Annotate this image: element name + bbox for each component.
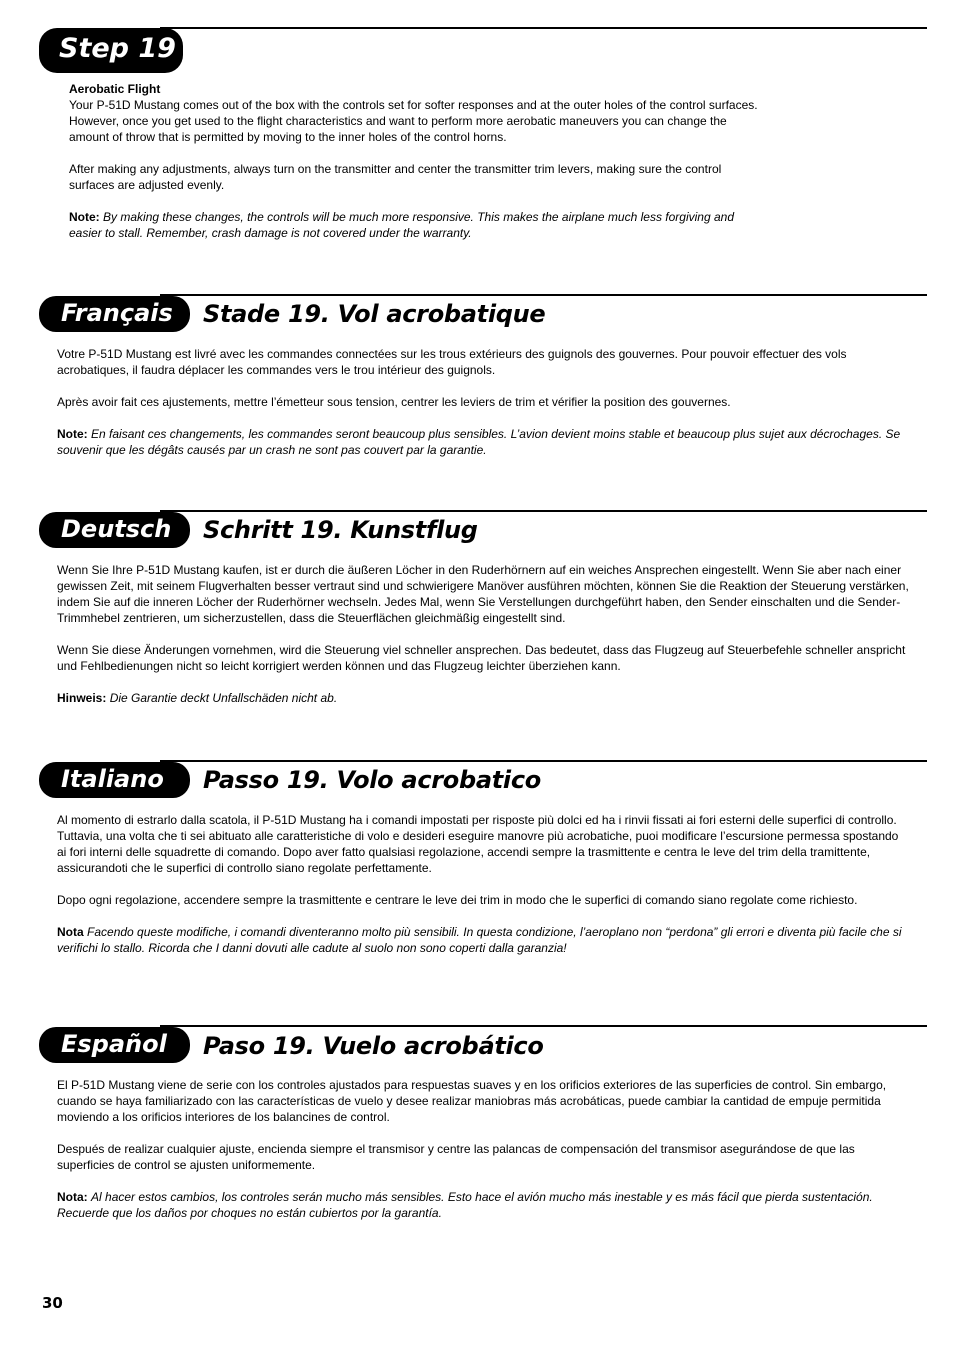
- espanol-badge: [39, 1027, 190, 1063]
- step-body: [69, 81, 769, 241]
- espanol-language: Español: [61, 1030, 167, 1058]
- deutsch-body: [57, 562, 913, 706]
- deutsch-rule: [160, 510, 927, 512]
- italiano-body: [57, 812, 907, 956]
- deutsch-note-label: Hinweis:: [57, 691, 107, 705]
- deutsch-language: Deutsch: [61, 515, 172, 543]
- italiano-note-label: Nota: [57, 925, 84, 939]
- espanol-note: [57, 1189, 907, 1221]
- step-note-text: By making these changes, the controls will be much more responsive. This makes the airplane much less forgiving and easier to stall. Remember, crash damage is not covered under the warranty.: [69, 210, 734, 240]
- francais-paragraph-2: Après avoir fait ces ajustements, mettre l’émetteur sous tension, centrer les leviers de trim et vérifier la position des gouvernes.: [57, 395, 731, 409]
- top-rule: [160, 27, 927, 29]
- deutsch-note-text: Die Garantie deckt Unfallschäden nicht ab.: [109, 691, 338, 705]
- francais-note-label: Note:: [57, 427, 88, 441]
- francais-language: Français: [61, 299, 173, 327]
- espanol-note-label: Nota:: [57, 1190, 88, 1204]
- italiano-note-text: Facendo queste modifiche, i comandi diventeranno molto più sensibili. In questa condizione, l’aeroplano non “perdona” gli errori e diventa più facile che si verifichi lo stallo. Ricorda che I danni dovuti alle cadute al suolo non sono coperti dalla garanzia!: [57, 925, 902, 955]
- step-badge: [39, 28, 183, 73]
- step-paragraph-2: After making any adjustments, always turn on the transmitter and center the transmitter trim levers, making sure the control surfaces are adjusted evenly.: [69, 162, 722, 192]
- italiano-paragraph-1: Al momento di estrarlo dalla scatola, il P-51D Mustang ha i comandi impostati per risposte più dolci ed ha i rinvii fissati ai fori esterni delle superfici di controllo. Tuttavia, una volta che ti sei abituato alle caratteristiche di volo e desideri eseguire manovre più acrobatiche, puoi modificare l’escursione permessa spostando ai fori interni delle squadrette di comando. Dopo aver fatto qualsiasi regolazione, accendi sempre la trasmittente e centra le leve del trim della tramittente, assicurandoti che le superfici di controllo siano regolate perfettamente.: [57, 813, 899, 875]
- espanol-note-text: Al hacer estos cambios, los controles serán mucho más sensibles. Esto hace el avión mucho más inestable y es más fácil que pierda sustentación. Recuerde que los daños por choques no están cubiertos por la garantía.: [57, 1190, 873, 1220]
- francais-note: [57, 426, 907, 458]
- italiano-badge: [39, 762, 190, 798]
- italiano-rule: [160, 760, 927, 762]
- page-number: 30: [42, 1294, 63, 1312]
- italiano-paragraph-2: Dopo ogni regolazione, accendere sempre la trasmittente e centrare le leve dei trim in modo che le superfici di comando siano regolate come richiesto.: [57, 893, 858, 907]
- espanol-body: [57, 1077, 907, 1221]
- francais-paragraph-1: Votre P-51D Mustang est livré avec les commandes connectées sur les trous extérieurs des guignols des gouvernes. Pour pouvoir effectuer des vols acrobatiques, il faudra déplacer les commandes vers le trou intérieur des guignols.: [57, 347, 847, 377]
- step-paragraph-1: Your P-51D Mustang comes out of the box with the controls set for softer responses and at the outer holes of the control surfaces. However, once you get used to the flight characteristics and want to perform more aerobatic maneuvers you can change the amount of throw that is permitted by moving to the inner holes of the control horns.: [69, 98, 758, 144]
- deutsch-paragraph-2: Wenn Sie diese Änderungen vornehmen, wird die Steuerung viel schneller ansprechen. Das bedeutet, dass das Flugzeug auf Steuerbefehle schneller anspricht und Fehlbedienungen nicht so leicht korrigiert werden können und das Flugzeug leichter überziehen kann.: [57, 643, 906, 673]
- step-note-label: Note:: [69, 210, 100, 224]
- espanol-paragraph-1: El P-51D Mustang viene de serie con los controles ajustados para respuestas suaves y en los orificios exteriores de las superficies de control. Sin embargo, cuando se haya familiarizado con las características de vuelo y desee realizar maniobras más acrobáticas, puede cambiar la cantidad de empuje permitida moviendo a los orificios interiores de los balancines de control.: [57, 1078, 887, 1124]
- deutsch-badge: [39, 512, 190, 548]
- deutsch-heading: Schritt 19. Kunstflug: [203, 516, 478, 544]
- deutsch-note: [57, 690, 913, 706]
- espanol-heading: Paso 19. Vuelo acrobático: [203, 1032, 544, 1060]
- deutsch-paragraph-1: Wenn Sie Ihre P-51D Mustang kaufen, ist er durch die äußeren Löcher in den Ruderhörnern auf ein weiches Ansprechen eingestellt. Wenn Sie aber nach einer gewissen Zeit, mit seinem Flugverhalten besser vertraut sind und schwierigere Manöver ausführen möchten, können Sie die Reaktion der Steuerung verstärken, indem Sie auf die inneren Löcher der Ruderhörner wechseln. Jedes Mal, wenn Sie Verstellungen durchgeführt haben, den Sender einschalten und die Sender-Trimmhebel zentrieren, um sicherzustellen, dass die Steuerflächen gleichmäßig eingestellt sind.: [57, 563, 909, 625]
- italiano-note: [57, 924, 907, 956]
- francais-heading: Stade 19. Vol acrobatique: [203, 300, 546, 328]
- espanol-rule: [160, 1025, 927, 1027]
- step-subtitle: Aerobatic Flight: [69, 82, 161, 96]
- italiano-heading: Passo 19. Volo acrobatico: [203, 766, 541, 794]
- italiano-language: Italiano: [61, 765, 164, 793]
- francais-badge: [39, 296, 190, 332]
- step-label: Step 19: [59, 33, 176, 64]
- francais-rule: [160, 294, 927, 296]
- francais-body: [57, 346, 907, 458]
- espanol-paragraph-2: Después de realizar cualquier ajuste, encienda siempre el transmisor y centre las palancas de compensación del transmisor asegurándose de que las superficies de control se ajusten uniformemente.: [57, 1142, 855, 1172]
- step-note: [69, 209, 769, 241]
- francais-note-text: En faisant ces changements, les commandes seront beaucoup plus sensibles. L’avion devient moins stable et beaucoup plus sujet aux décrochages. Se souvenir que les dégâts causés par un crash ne sont pas couvert par la garantie.: [57, 427, 901, 457]
